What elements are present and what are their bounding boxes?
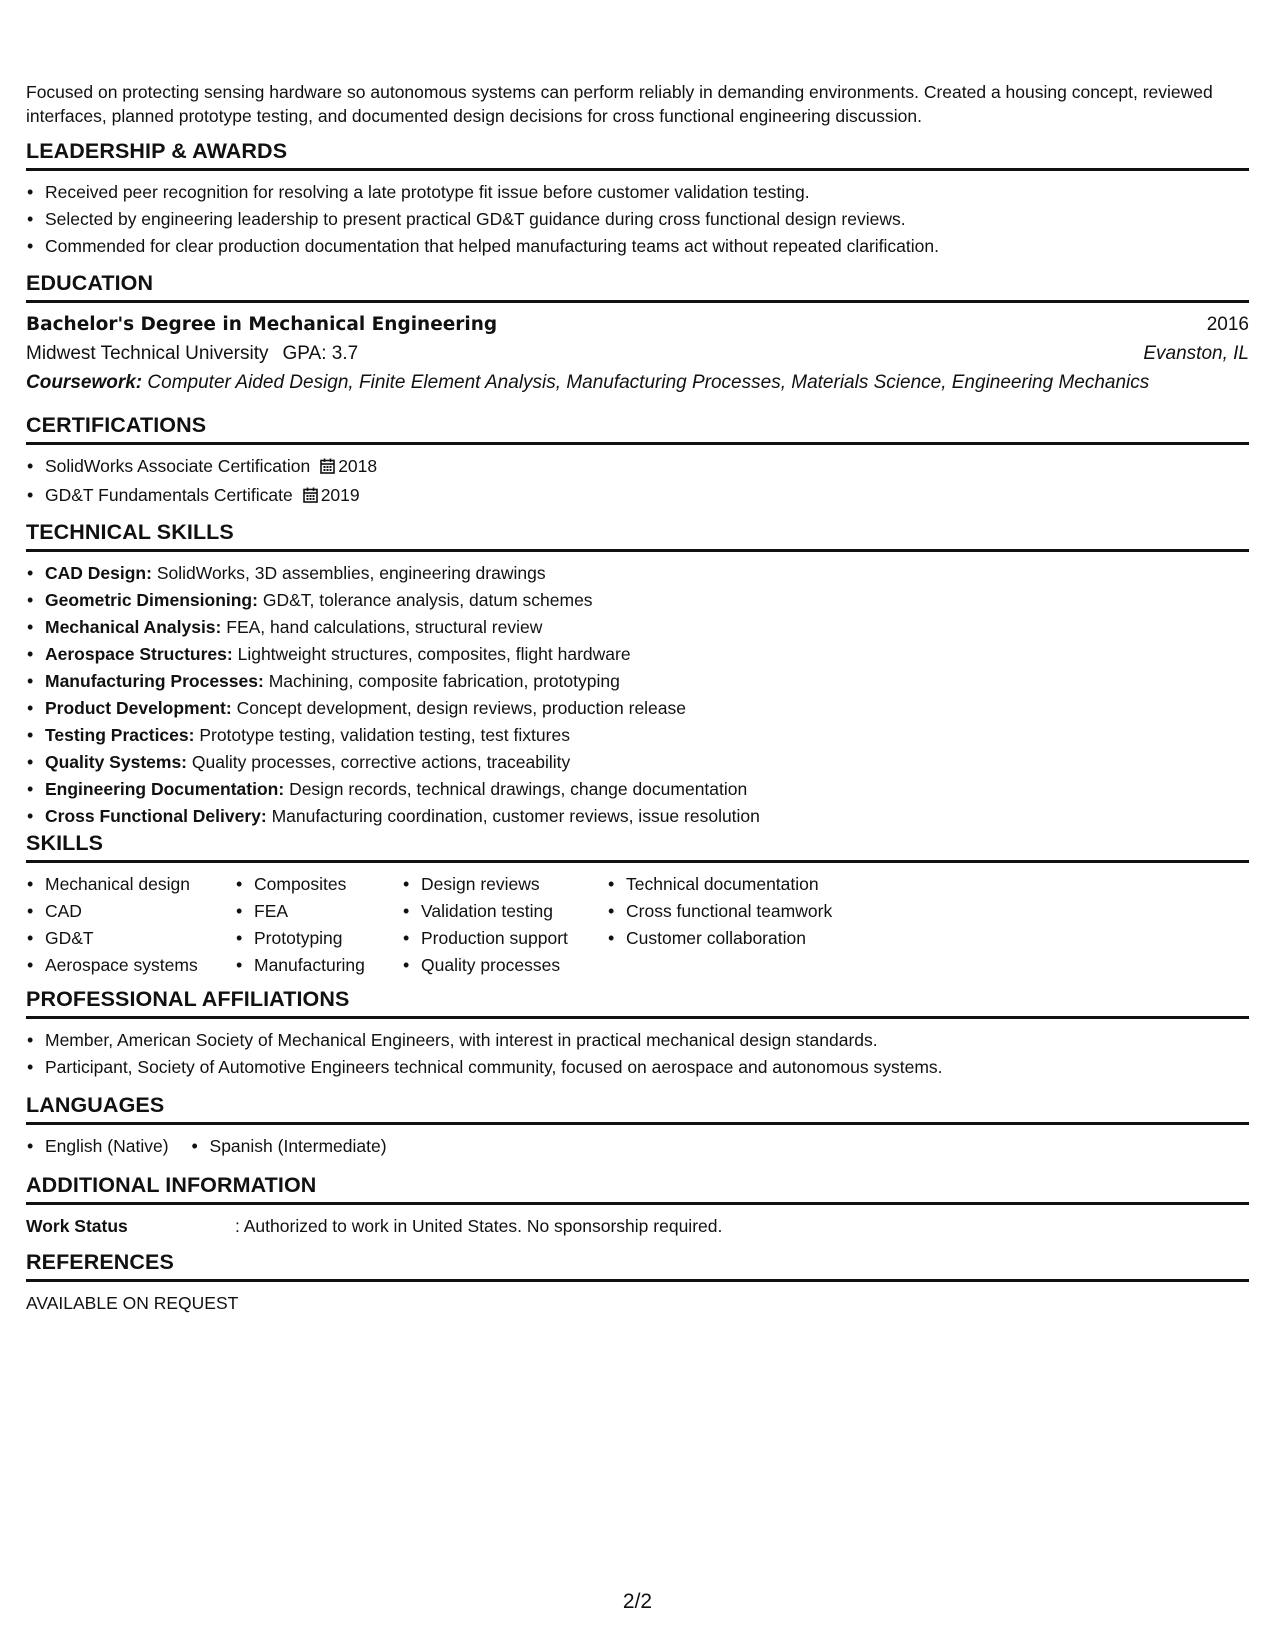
list-item <box>26 749 1249 776</box>
skills-column <box>235 871 402 979</box>
skill-detail: GD&T, tolerance analysis, datum schemes <box>262 590 593 610</box>
certifications-list <box>26 453 1249 511</box>
references-section <box>26 1249 1249 1317</box>
skills-grid <box>26 871 1249 979</box>
education-school-row <box>26 339 1249 368</box>
section-title-affiliations: PROFESSIONAL AFFILIATIONS <box>26 986 1249 1019</box>
list-item: • GD&T <box>26 925 235 952</box>
list-item: • Manufacturing <box>235 952 402 979</box>
skill-category: Manufacturing Processes: <box>45 671 264 691</box>
certification-name: GD&T Fundamentals Certificate <box>45 485 293 505</box>
gpa: GPA: 3.7 <box>282 343 359 364</box>
skills-column <box>607 871 887 979</box>
affiliations-section <box>26 986 1249 1081</box>
languages-section <box>26 1092 1249 1160</box>
skill-detail: SolidWorks, 3D assemblies, engineering drawings <box>156 563 546 583</box>
list-item: • Mechanical design <box>26 871 235 898</box>
skill-detail: Design records, technical drawings, change documentation <box>289 779 748 799</box>
coursework-list: Computer Aided Design, Finite Element Analysis, Manufacturing Processes, Materials Science, Engineering Mechanics <box>147 372 1150 393</box>
list-item: • Cross functional teamwork <box>607 898 887 925</box>
skill-category: Cross Functional Delivery: <box>45 806 267 826</box>
list-item: • Received peer recognition for resolving a late prototype fit issue before customer validation testing. <box>26 179 1249 206</box>
coursework-label: Coursework: <box>26 372 143 393</box>
list-item <box>26 560 1249 587</box>
list-item <box>26 641 1249 668</box>
list-item: • FEA <box>235 898 402 925</box>
list-item: • Member, American Society of Mechanical Engineers, with interest in practical mechanical design standards. <box>26 1027 1249 1054</box>
skills-column <box>26 871 235 979</box>
work-status-row <box>26 1213 1249 1240</box>
section-title-references: REFERENCES <box>26 1249 1249 1282</box>
list-item: • Spanish (Intermediate) <box>191 1133 387 1160</box>
skill-detail: Lightweight structures, composites, flight hardware <box>237 644 631 664</box>
skill-category: Engineering Documentation: <box>45 779 285 799</box>
section-title-leadership: LEADERSHIP & AWARDS <box>26 138 1249 171</box>
skill-detail: FEA, hand calculations, structural review <box>226 617 543 637</box>
skills-section <box>26 830 1249 979</box>
skill-detail: Prototype testing, validation testing, test fixtures <box>199 725 570 745</box>
list-item: • Technical documentation <box>607 871 887 898</box>
affiliations-list <box>26 1027 1249 1081</box>
list-item: • Customer collaboration <box>607 925 887 952</box>
work-status-label: Work Status <box>26 1216 128 1236</box>
list-item: • Validation testing <box>402 898 607 925</box>
list-item <box>26 614 1249 641</box>
skill-detail: Quality processes, corrective actions, traceability <box>191 752 571 772</box>
list-item: • Production support <box>402 925 607 952</box>
leadership-section <box>26 138 1249 260</box>
graduation-year: 2016 <box>1206 314 1249 335</box>
skill-detail: Machining, composite fabrication, prototyping <box>268 671 620 691</box>
coursework <box>26 368 1249 398</box>
section-title-technical-skills: TECHNICAL SKILLS <box>26 519 1249 552</box>
list-item <box>26 776 1249 803</box>
skill-category: Testing Practices: <box>45 725 195 745</box>
list-item <box>26 482 1249 511</box>
technical-skills-list <box>26 560 1249 830</box>
list-item <box>26 668 1249 695</box>
certification-year: 2019 <box>320 485 360 505</box>
education-degree-row <box>26 310 1249 339</box>
list-item: • Commended for clear production documentation that helped manufacturing teams act without repeated clarification. <box>26 233 1249 260</box>
school-name: Midwest Technical University <box>26 343 269 364</box>
skill-category: Product Development: <box>45 698 232 718</box>
leadership-list <box>26 179 1249 260</box>
languages-list <box>26 1133 1249 1160</box>
list-item: • Composites <box>235 871 402 898</box>
section-title-skills: SKILLS <box>26 830 1249 863</box>
section-title-additional-information: ADDITIONAL INFORMATION <box>26 1172 1249 1205</box>
skill-category: CAD Design: <box>45 563 152 583</box>
certification-year: 2018 <box>338 456 378 476</box>
calendar-icon <box>320 455 335 482</box>
list-item: • Participant, Society of Automotive Engineers technical community, focused on aerospace and autonomous systems. <box>26 1054 1249 1081</box>
work-status-value: : Authorized to work in United States. No sponsorship required. <box>235 1216 723 1236</box>
section-title-certifications: CERTIFICATIONS <box>26 412 1249 445</box>
technical-skills-section <box>26 519 1249 830</box>
certification-name: SolidWorks Associate Certification <box>45 456 311 476</box>
skill-category: Aerospace Structures: <box>45 644 233 664</box>
skill-category: Quality Systems: <box>45 752 187 772</box>
list-item <box>26 587 1249 614</box>
degree-name: Bachelor's Degree in Mechanical Engineering <box>26 314 498 335</box>
skill-category: Geometric Dimensioning: <box>45 590 258 610</box>
list-item: • Prototyping <box>235 925 402 952</box>
skill-detail: Manufacturing coordination, customer reviews, issue resolution <box>271 806 760 826</box>
references-text: AVAILABLE ON REQUEST <box>26 1293 239 1313</box>
list-item: • CAD <box>26 898 235 925</box>
list-item: • Quality processes <box>402 952 607 979</box>
education-section <box>26 270 1249 398</box>
list-item <box>26 803 1249 830</box>
section-title-languages: LANGUAGES <box>26 1092 1249 1125</box>
list-item <box>26 695 1249 722</box>
list-item <box>26 722 1249 749</box>
section-title-education: EDUCATION <box>26 270 1249 303</box>
list-item: • Selected by engineering leadership to present practical GD&T guidance during cross functional design reviews. <box>26 206 1249 233</box>
skill-detail: Concept development, design reviews, production release <box>236 698 687 718</box>
school-location: Evanston, IL <box>1143 343 1249 364</box>
list-item: • Design reviews <box>402 871 607 898</box>
certifications-section <box>26 412 1249 511</box>
list-item <box>26 453 1249 482</box>
page-number: 2/2 <box>622 1590 653 1613</box>
skill-category: Mechanical Analysis: <box>45 617 222 637</box>
skills-column <box>402 871 607 979</box>
calendar-icon <box>303 484 318 511</box>
experience-summary: Focused on protecting sensing hardware so autonomous systems can perform reliably in demanding environments. Created a housing concept, reviewed interfaces, planned prototype testing, and documented design decisions for cross functional engineering discussion. <box>26 82 1213 126</box>
list-item: • English (Native) <box>26 1133 169 1160</box>
list-item: • Aerospace systems <box>26 952 235 979</box>
additional-information-section <box>26 1172 1249 1240</box>
